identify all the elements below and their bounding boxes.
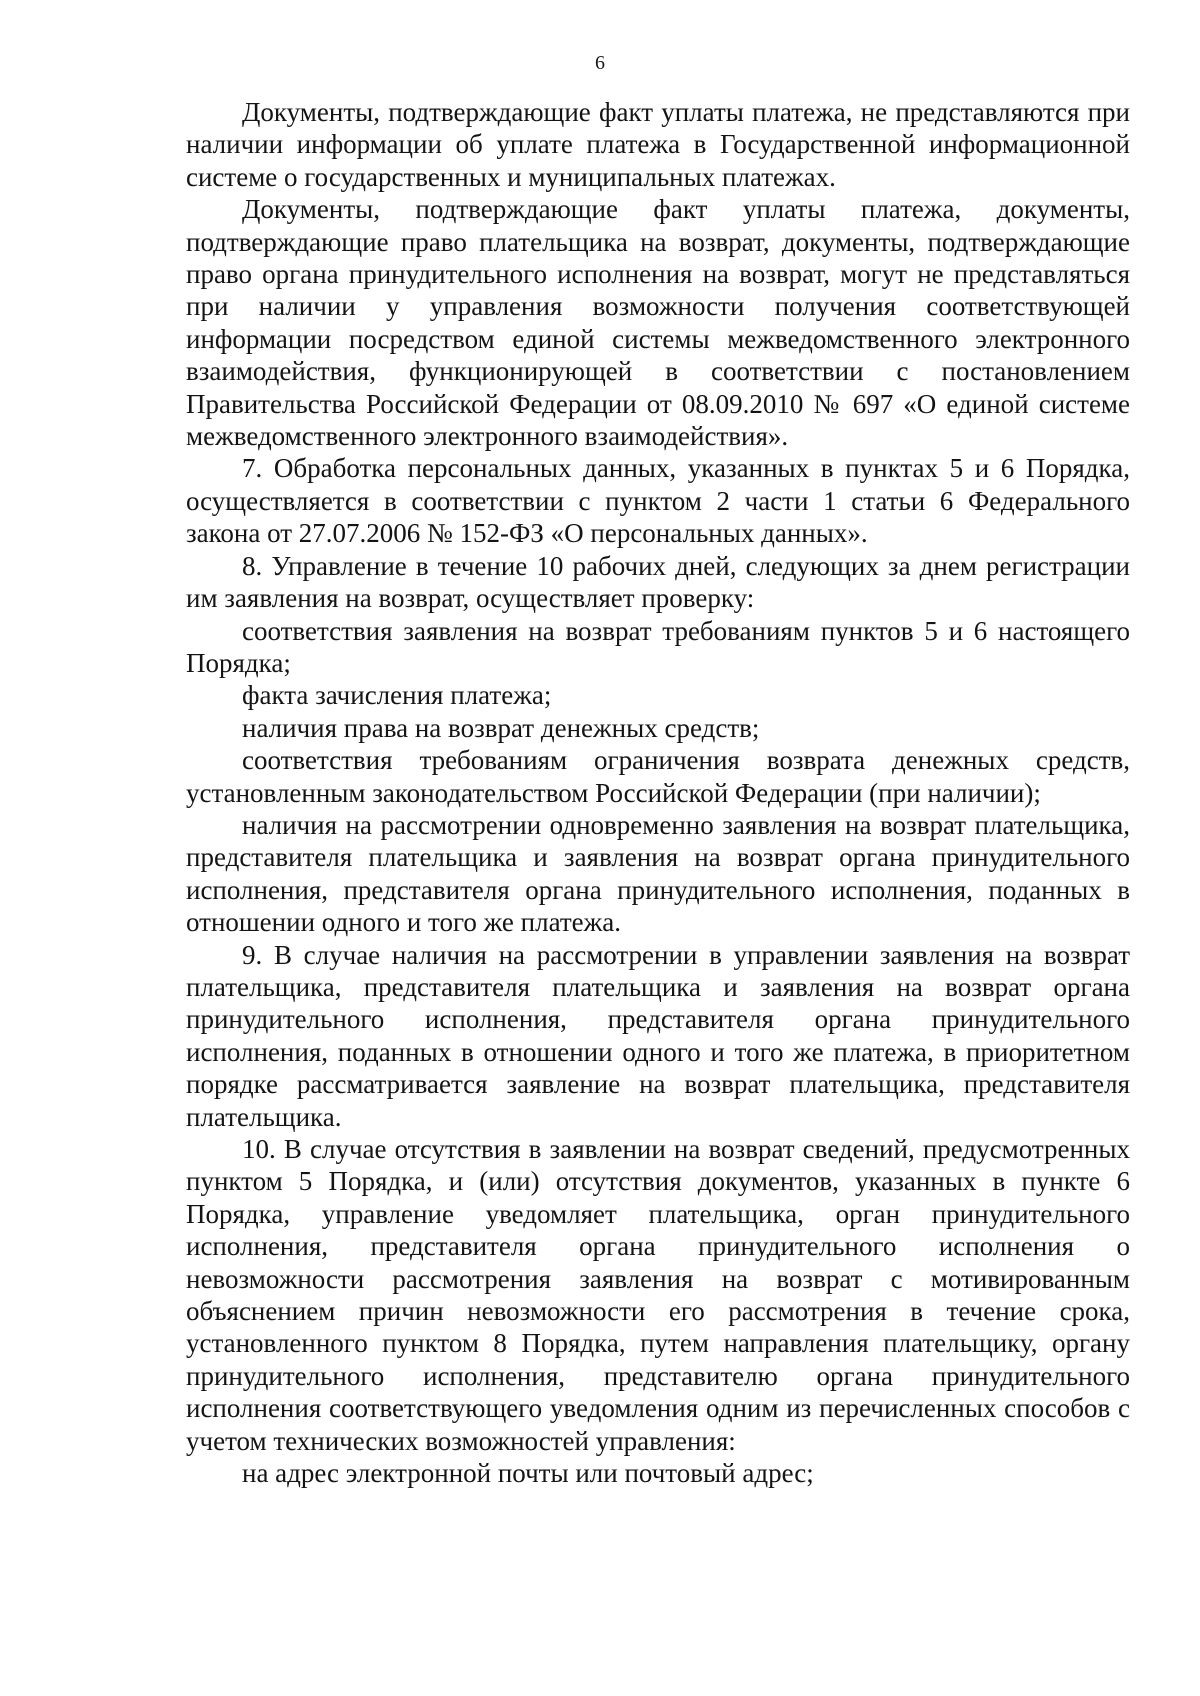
check-item-payment-credited: факта зачисления платежа; [242,680,552,711]
notification-method-item: на адрес электронной почты или почтовый адрес; [242,1458,814,1489]
paragraph-item-7: 7. Обработка персональных данных, указанных в пунктах 5 и 6 Порядка, осуществляется в соответствии с пунктом 2 части 1 статьи 6 Федерального закона от 27.07.2006 № 152-ФЗ «О персональных данных». [186,453,1130,549]
paragraph-docs-not-required: Документы, подтверждающие факт уплаты платежа, документы, подтверждающие право плательщика на возврат, документы, подтверждающие право органа принудительного исполнения на возврат, могут не представляться при наличии у управления возможности получения соответствующей информации посредством единой системы межведомственного электронного взаимодействия, функционирующей в соответствии с постановлением Правительства Российской Федерации от 08.09.2010 № 697 «О единой системе межведомственного электронного взаимодействия». [186,194,1130,452]
paragraph-payment-docs-gis: Документы, подтверждающие факт уплаты платежа, не представляются при наличии информации об уплате платежа в Государственной информационной системе о государственных и муниципальных платежах. [186,97,1130,192]
check-item-requirements: соответствия заявления на возврат требованиям пунктов 5 и 6 настоящего Порядка; [186,615,1130,678]
document-body [186,96,1130,1489]
check-item-refund-right: наличия права на возврат денежных средств; [242,712,760,743]
paragraph-item-10: 10. В случае отсутствия в заявлении на возврат сведений, предусмотренных пунктом 5 Порядка, и (или) отсутствия документов, указанных в пункте 6 Порядка, управление уведомляет плательщика, орган принудительного исполнения, представителя органа принудительного исполнения о невозможности рассмотрения заявления на возврат с мотивированным объяснением причин невозможности его рассмотрения в течение срока, установленного пунктом 8 Порядка, путем направления плательщику, органу принудительного исполнения, представителю органа принудительного исполнения соответствующего уведомления одним из перечисленных способов с учетом технических возможностей управления: [186,1134,1130,1456]
check-item-simultaneous-claims: наличия на рассмотрении одновременно заявления на возврат плательщика, представителя плательщика и заявления на возврат органа принудительного исполнения, представителя органа принудительного исполнения, поданных в отношении одного и того же платежа. [186,809,1130,938]
paragraph-item-9: 9. В случае наличия на рассмотрении в управлении заявления на возврат плательщика, представителя плательщика и заявления на возврат органа принудительного исполнения, представителя органа принудительного исполнения, поданных в отношении одного и того же платежа, в приоритетном порядке рассматривается заявление на возврат плательщика, представителя плательщика. [186,939,1130,1132]
page-number: 6 [595,52,605,74]
paragraph-item-8: 8. Управление в течение 10 рабочих дней, следующих за днем регистрации им заявления на возврат, осуществляет проверку: [186,550,1130,614]
check-item-restrictions: соответствия требованиям ограничения возврата денежных средств, установленным законодательством Российской Федерации (при наличии); [186,745,1130,808]
